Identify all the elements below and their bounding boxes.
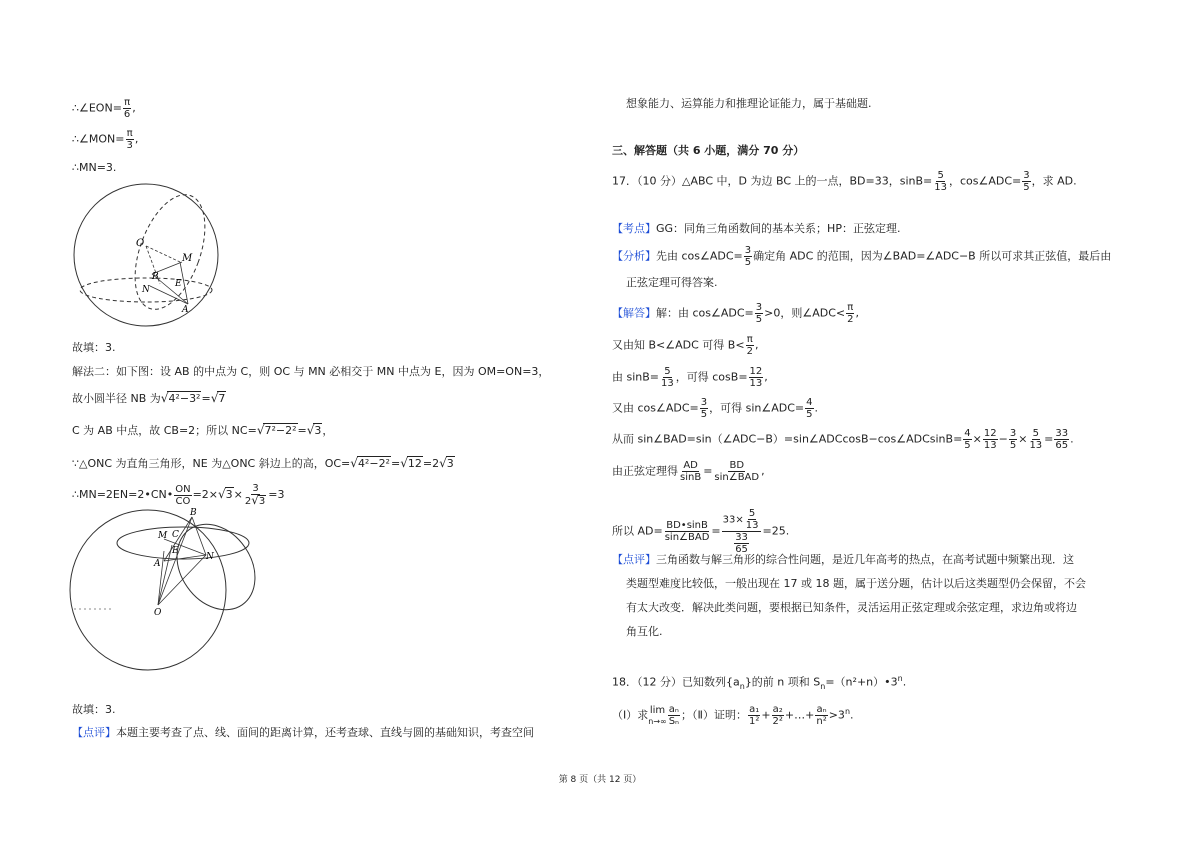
fill-answer-2: 故填：3. xyxy=(72,703,116,716)
analysis-line-1: 【分析】先由 cos∠ADC= $\frac{3}{5}$ 确定角 ADC 的范围，因为∠BAD=∠ADC−B 所以可求其正弦值，最后由 xyxy=(612,245,1112,268)
line-oc: ∵△ONC 为直角三角形，NE 为△ONC 斜边上的高，OC=√4²−2²=√12=2√3 xyxy=(72,456,454,470)
line-mn: ∴MN=3. xyxy=(72,161,117,174)
review-line-3: 有太大改变．解决此类问题，要根据已知条件，灵活运用正弦定理或余弦定理，求边角或将边 xyxy=(626,601,1077,614)
knowledge-point: 【考点】GG：同角三角函数间的基本关系；HP：正弦定理. xyxy=(612,222,901,235)
fill-answer-1: 故填：3. xyxy=(72,341,116,354)
question-18: 18．（12 分）已知数列$\{a_n\}$的前 n 项和 $S_n=(n^2+n)•3^n$. xyxy=(612,674,907,691)
solution-line-5: 从而 sin∠BAD=sin（∠ADC−B）=sin∠ADCcosB−cos∠ADCsinB= $\frac{4}{5}$ × $\frac{12}{13}$ − $\frac{3}{5}$ × $\frac{5}{13}$ = $\frac{33}{65}$ . xyxy=(612,428,1074,451)
solution-line-4: 又由 cos∠ADC= $\frac{3}{5}$ ，可得 sin∠ADC= $\frac{4}{5}$ . xyxy=(612,397,819,420)
analysis-line-2: 正弦定理可得答案. xyxy=(626,276,718,289)
frac-pi-6: $\frac{\pi}{6}$ xyxy=(123,97,131,120)
question-18-parts: （Ⅰ）求 lim n→∞ $\frac{\text{aₙ}}{\text{Sₙ}}$ ；（Ⅱ）证明： $\frac{\text{a₁}}{\text{1²}}$ + $\frac{\text{a₂}}{\text{2²}}$ +…+ $\frac{\text{aₙ}}{\text{n²}}$ $>3^n$. xyxy=(612,704,854,727)
review-line-1: 【点评】三角函数与解三角形的综合性问题，是近几年高考的热点，在高考试题中频繁出现．这 xyxy=(612,553,1074,566)
right-continuation: 想象能力、运算能力和推理论证能力，属于基础题. xyxy=(626,97,872,110)
method-two-intro: 解法二：如下图：设 AB 的中点为 C，则 OC 与 MN 必相交于 MN 中点为 E，因为 OM=ON=3， xyxy=(72,365,550,378)
fig1-label-b: B xyxy=(152,272,159,282)
fig1-label-a: A xyxy=(182,305,189,315)
review-line-2: 类题型难度比较低，一般出现在 17 或 18 题，属于送分题，估计以后这类题型仍会保留，不会 xyxy=(626,577,1086,590)
fig2-label-a: A xyxy=(154,559,161,569)
fig1-label-m: M xyxy=(182,253,193,264)
fig2-label-b: B xyxy=(190,508,197,518)
fig2-label-e: E xyxy=(172,546,179,556)
line-mn-calc: ∴MN=2EN=2•CN• $\frac{ON}{CO}$ =2×√3× $\frac{3}{2√3}$ =3 xyxy=(72,483,285,507)
review-line-4: 角互化. xyxy=(626,625,663,638)
fig1-label-o: O xyxy=(136,238,145,249)
solution-line-1: 【解答】解：由 cos∠ADC= $\frac{3}{5}$ >0，则∠ADC< $\frac{\pi}{2}$ , xyxy=(612,302,859,325)
line-eon: ∴∠EON= $\frac{\pi}{6}$ , xyxy=(72,97,136,120)
review-tag: 【点评】 xyxy=(72,726,116,739)
section-heading: 三、解答题（共 6 小题，满分 70 分） xyxy=(612,144,805,157)
fig2-label-o: O xyxy=(154,608,162,618)
line-mon: ∴∠MON= $\frac{\pi}{3}$ , xyxy=(72,128,139,151)
fig2-label-n: N xyxy=(206,552,214,562)
left-review: 【点评】本题主要考查了点、线、面间的距离计算，还考查球、直线与圆的基础知识，考查空间 xyxy=(72,726,534,739)
sphere-figure-2 xyxy=(68,505,268,675)
sphere-figure-1 xyxy=(70,182,230,332)
solution-line-6: 由正弦定理得 $\frac{AD}{\sin B}$ = $\frac{BD}{\text{sin∠BAD}}$ , xyxy=(612,460,765,483)
solution-line-3: 由 sinB= $\frac{5}{13}$ ，可得 cosB= $\frac{12}{13}$ , xyxy=(612,366,768,389)
solution-line-2: 又由知 B<∠ADC 可得 B< $\frac{\pi}{2}$ , xyxy=(612,334,759,357)
fig2-label-c: C xyxy=(172,530,179,540)
fig2-label-m: M xyxy=(158,531,168,541)
page-footer: 第 8 页（共 12 页） xyxy=(558,775,642,785)
question-17: 17．（10 分）△ABC 中，D 为边 BC 上的一点，BD=33，sinB= $\frac{5}{13}$ ，cos∠ADC= $\frac{3}{5}$ ，求 AD. xyxy=(612,170,1077,193)
line-nc: C 为 AB 中点，故 CB=2；所以 NC=√7²−2²=√3， xyxy=(72,423,334,437)
frac-pi-3: $\frac{\pi}{3}$ xyxy=(126,128,133,151)
fig1-label-e: E xyxy=(175,279,182,289)
fig1-label-n: N xyxy=(142,285,150,295)
line-nb: 故小圆半径 NB 为√4²−3²=√7 xyxy=(72,391,226,405)
solution-line-7: 所以 AD= $\frac{BD•\sin B}{\text{sin∠BAD}}$ = 33× $\frac{5}{13}$ $\frac{33}{65}$ =25. xyxy=(612,508,790,555)
